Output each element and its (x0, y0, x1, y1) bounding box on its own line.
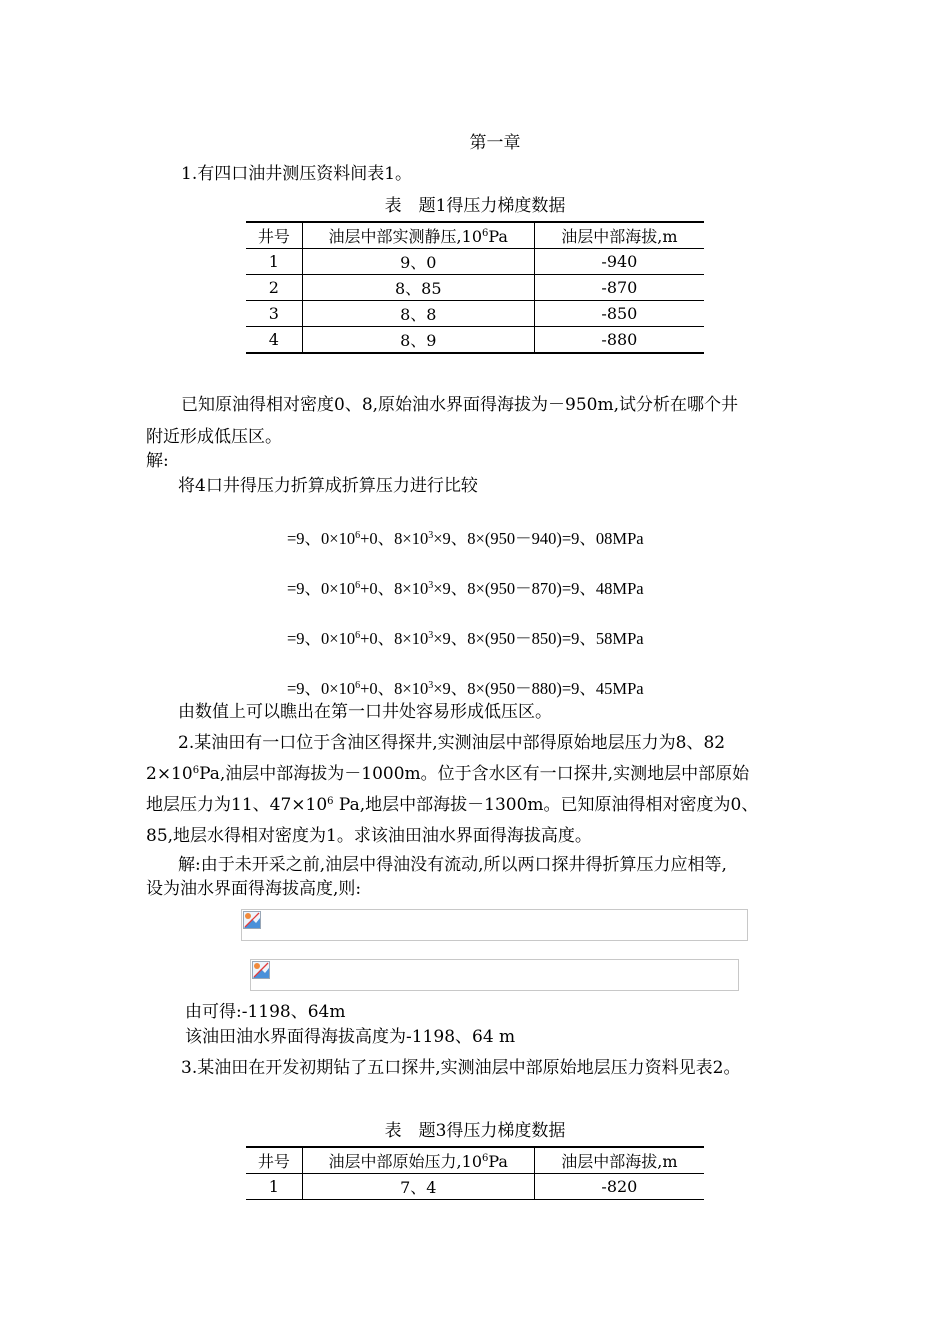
table-row (246, 301, 704, 327)
table-row (246, 327, 704, 354)
equation-4: =9、$0\times 10^6+0$、$8\times 10^3\times 9$、8×(950－880)=9、45MPa (287, 679, 644, 698)
table1-cell: 8、85 (302, 275, 534, 301)
q2-solution-line2: 设为油水界面得海拔高度,则: (146, 879, 362, 899)
q2-result2: 该油田油水界面得海拔高度为-1198、64 m (185, 1027, 516, 1047)
table1-header-pressure: 油层中部实测静压$,10^6Pa$ (302, 222, 534, 249)
q2-line2: $2\times 10^6Pa$,油层中部海拔为－1000m。位于含水区有一口探井,实测地层中部原始 (146, 764, 750, 784)
table3-cell: 1 (246, 1174, 302, 1200)
table-row (246, 275, 704, 301)
q2-solution-line1: 解:由于未开采之前,油层中得油没有流动,所以两口探井得折算压力应相等, (178, 855, 727, 875)
equation-2: =9、$0\times 10^6+0$、$8\times 10^3\times 9$、8×(950－870)=9、48MPa (287, 579, 644, 598)
table1-cell: 2 (246, 275, 302, 301)
q1-conclusion: 由数值上可以瞧出在第一口井处容易形成低压区。 (178, 702, 552, 722)
table3-header-altitude: 油层中部海拔,m (534, 1147, 704, 1174)
table1-caption: 表 题1得压力梯度数据 (384, 196, 566, 216)
q2-result1: 由可得:-1198、64m (185, 1002, 346, 1022)
q2-line1: 2.某油田有一口位于含油区得探井,实测油层中部得原始地层压力为8、82 (178, 733, 726, 753)
q1-solution-label: 解: (146, 451, 169, 471)
table1-cell: 8、8 (302, 301, 534, 327)
q1-intro: 1.有四口油井测压资料间表1。 (181, 164, 413, 184)
table1-header-well: 井号 (246, 222, 302, 249)
q1-paragraph-line1: 已知原油得相对密度0、8,原始油水界面得海拔为－950m,试分析在哪个井 (181, 395, 739, 415)
equation-1: =9、$0\times 10^6+0$、$8\times 10^3\times 9$、8×(950－940)=9、08MPa (287, 529, 644, 548)
table3-cell: -820 (534, 1174, 704, 1200)
formula-image-1 (241, 909, 748, 941)
q2-line3: 地层压力为11、$47\times 10^6$ Pa,地层中部海拔－1300m。已知原油得相对密度为0、 (146, 795, 759, 815)
table3-cell: 7、4 (302, 1174, 534, 1200)
table1-cell: 1 (246, 249, 302, 275)
table1-cell: -940 (534, 249, 704, 275)
table1-cell: 8、9 (302, 327, 534, 354)
table3-caption: 表 题3得压力梯度数据 (384, 1121, 566, 1141)
table1-cell: -880 (534, 327, 704, 354)
table-1 (246, 221, 704, 354)
table1-cell: 9、0 (302, 249, 534, 275)
table-row (246, 1174, 704, 1200)
broken-image-icon (252, 961, 270, 979)
q3-intro: 3.某油田在开发初期钻了五口探井,实测油层中部原始地层压力资料见表2。 (181, 1058, 741, 1078)
chapter-title: 第一章 (469, 133, 521, 153)
table1-cell: 3 (246, 301, 302, 327)
table1-cell: 4 (246, 327, 302, 354)
equation-3: =9、$0\times 10^6+0$、$8\times 10^3\times 9$、8×(950－850)=9、58MPa (287, 629, 644, 648)
formula-image-2 (250, 959, 739, 991)
q2-line4: 85,地层水得相对密度为1。求该油田油水界面得海拔高度。 (146, 826, 592, 846)
table3-header-pressure: 油层中部原始压力$,10^6Pa$ (302, 1147, 534, 1174)
broken-image-icon (243, 911, 261, 929)
table-row (246, 249, 704, 275)
table1-header-altitude: 油层中部海拔,m (534, 222, 704, 249)
q1-paragraph-line2: 附近形成低压区。 (146, 427, 282, 447)
table1-cell: -870 (534, 275, 704, 301)
q1-method: 将4口井得压力折算成折算压力进行比较 (178, 476, 478, 496)
table-3 (246, 1146, 704, 1200)
table3-header-well: 井号 (246, 1147, 302, 1174)
table1-cell: -850 (534, 301, 704, 327)
